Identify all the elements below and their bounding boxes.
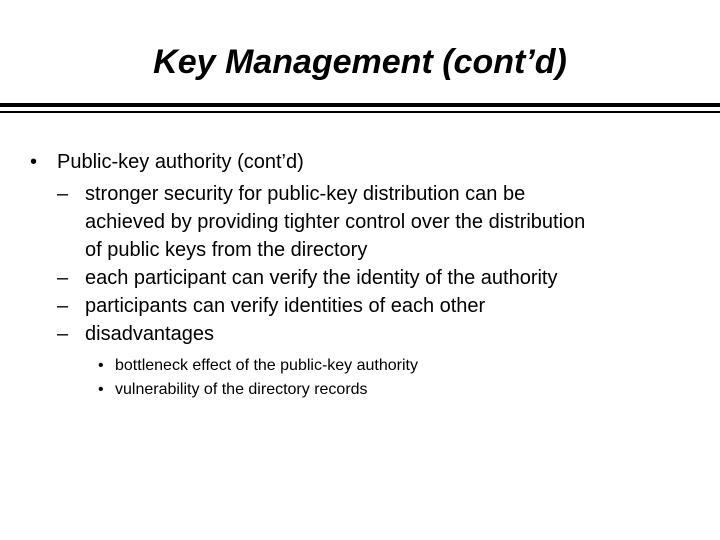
sub-point	[0, 292, 705, 320]
slide-content	[0, 148, 720, 402]
dash-icon: –	[57, 323, 69, 345]
dash-icon: –	[57, 295, 69, 317]
small-bullet-icon: •	[98, 357, 104, 374]
sub-point-line: disadvantages	[85, 323, 214, 345]
sub-point-list	[0, 180, 720, 348]
title-rule-thick	[0, 103, 720, 107]
sub-point	[0, 264, 705, 292]
small-bullet-icon: •	[98, 381, 104, 398]
disadvantage-item	[0, 354, 720, 378]
disadvantage-list	[0, 354, 720, 402]
sub-point-line: achieved by providing tighter control over the distribution	[85, 211, 586, 233]
dash-icon: –	[57, 267, 69, 289]
sub-point-line: participants can verify identities of each other	[85, 295, 486, 317]
bullet-item	[0, 148, 720, 176]
bullet-icon: •	[30, 151, 38, 173]
slide-title: Key Management (cont’d)	[153, 43, 567, 81]
sub-point-line: stronger security for public-key distribution can be	[85, 183, 526, 205]
sub-point	[0, 180, 705, 264]
sub-point-line: each participant can verify the identity of the authority	[85, 267, 558, 289]
bullet-text: Public-key authority (cont’d)	[57, 151, 304, 173]
sub-point	[0, 320, 705, 348]
disadvantage-text: vulnerability of the directory records	[115, 381, 368, 398]
disadvantage-item	[0, 378, 720, 402]
dash-icon: –	[57, 183, 69, 205]
title-rule-thin	[0, 111, 720, 113]
sub-point-line: of public keys from the directory	[85, 239, 368, 261]
disadvantage-text: bottleneck effect of the public-key authority	[115, 357, 418, 374]
